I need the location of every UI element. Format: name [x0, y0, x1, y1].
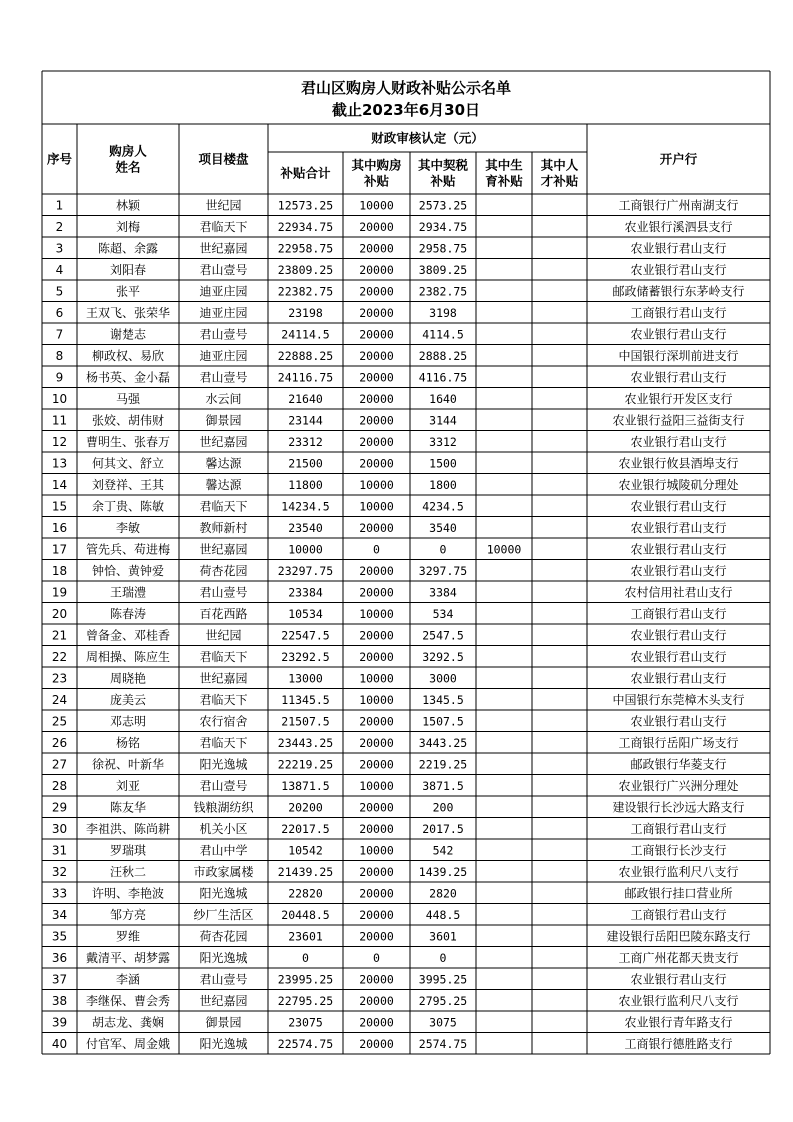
- cell-seq: 13: [51, 456, 68, 471]
- cell-seq: 17: [51, 542, 68, 557]
- cell-buyer: 柳政权、易欣: [91, 348, 165, 363]
- cell-purchase: 20000: [359, 241, 394, 256]
- cell-purchase: 10000: [359, 606, 394, 621]
- cell-bank: 农业银行益阳三益街支行: [612, 413, 745, 428]
- cell-total: 22574.75: [277, 1036, 334, 1051]
- cell-total: 23198: [288, 305, 323, 320]
- cell-deed: 2888.25: [418, 348, 468, 363]
- cell-deed: 3144: [429, 413, 457, 428]
- cell-bank: 农业银行城陵矶分理处: [618, 477, 739, 492]
- cell-purchase: 20000: [359, 520, 394, 535]
- cell-deed: 2219.25: [418, 757, 468, 772]
- cell-buyer: 邹方亮: [109, 907, 147, 922]
- cell-buyer: 钟恰、黄钟爱: [91, 563, 165, 578]
- cell-total: 23995.25: [277, 972, 334, 987]
- cell-project: 荷杏花园: [199, 929, 248, 944]
- cell-seq: 36: [51, 950, 68, 965]
- cell-bank: 农业银行君山支行: [630, 714, 727, 729]
- cell-seq: 16: [51, 520, 68, 535]
- header-total: 补贴合计: [280, 165, 331, 181]
- cell-bank: 农业银行君山支行: [630, 628, 727, 643]
- cell-seq: 29: [51, 800, 68, 815]
- header-purchase: 其中购房: [351, 157, 402, 173]
- cell-buyer: 陈超、余露: [97, 241, 159, 256]
- header-deed: 其中契税: [417, 157, 469, 173]
- cell-project: 世纪嘉园: [199, 434, 248, 449]
- cell-purchase: 20000: [359, 972, 394, 987]
- cell-bank: 农业银行攸县酒埠支行: [618, 456, 739, 471]
- cell-buyer: 张平: [115, 284, 141, 299]
- cell-buyer: 刘梅: [115, 219, 141, 234]
- cell-total: 23144: [288, 413, 323, 428]
- cell-deed: 2820: [429, 886, 457, 901]
- cell-bank: 农业银行君山支行: [630, 434, 727, 449]
- cell-birth: 10000: [486, 542, 522, 557]
- cell-project: 荷杏花园: [199, 563, 248, 578]
- cell-seq: 6: [55, 305, 64, 320]
- cell-bank: 农业银行君山支行: [630, 262, 727, 277]
- cell-buyer: 杨书英、金小磊: [85, 370, 171, 385]
- header-deed: 补贴: [430, 173, 456, 189]
- cell-seq: 40: [51, 1036, 68, 1051]
- cell-purchase: 20000: [359, 305, 394, 320]
- cell-project: 馨达源: [205, 477, 242, 492]
- cell-total: 10000: [288, 542, 323, 557]
- cell-purchase: 20000: [359, 735, 394, 750]
- cell-total: 22017.5: [281, 821, 330, 836]
- cell-bank: 农业银行君山支行: [630, 327, 727, 342]
- cell-deed: 3995.25: [418, 972, 468, 987]
- cell-total: 23292.5: [281, 649, 330, 664]
- cell-project: 世纪嘉园: [199, 542, 248, 557]
- cell-bank: 农业银行君山支行: [630, 370, 727, 385]
- cell-total: 10542: [288, 843, 323, 858]
- cell-seq: 14: [51, 477, 68, 492]
- cell-bank: 工商银行君山支行: [630, 606, 727, 621]
- page-subtitle: 截止2023年6月30日: [331, 101, 481, 119]
- cell-total: 24116.75: [277, 370, 334, 385]
- cell-buyer: 汪秋二: [109, 864, 147, 879]
- cell-buyer: 李祖洪、陈尚耕: [85, 821, 171, 836]
- cell-bank: 建设银行长沙远大路支行: [612, 800, 745, 815]
- cell-seq: 11: [51, 413, 68, 428]
- cell-bank: 农业银行君山支行: [630, 671, 727, 686]
- cell-total: 22547.5: [281, 628, 330, 643]
- cell-total: 21439.25: [277, 864, 334, 879]
- cell-seq: 27: [51, 757, 68, 772]
- cell-total: 23540: [288, 520, 323, 535]
- cell-buyer: 陈友华: [109, 800, 147, 815]
- cell-seq: 9: [55, 370, 64, 385]
- cell-purchase: 10000: [359, 692, 394, 707]
- cell-project: 阳光逸城: [199, 886, 248, 901]
- cell-bank: 工商银行岳阳广场支行: [618, 735, 739, 750]
- cell-buyer: 陈春涛: [109, 606, 147, 621]
- cell-deed: 448.5: [425, 907, 461, 922]
- cell-purchase: 20000: [359, 563, 394, 578]
- cell-seq: 30: [51, 821, 68, 836]
- cell-buyer: 管先兵、苟进梅: [85, 542, 171, 557]
- cell-purchase: 20000: [359, 327, 394, 342]
- cell-bank: 农业银行广兴洲分理处: [618, 778, 739, 793]
- cell-total: 20200: [288, 800, 323, 815]
- cell-project: 纱厂生活区: [193, 907, 254, 922]
- cell-total: 0: [302, 950, 309, 965]
- cell-project: 阳光逸城: [199, 950, 248, 965]
- cell-project: 阳光逸城: [199, 1036, 248, 1051]
- cell-project: 君临天下: [199, 735, 248, 750]
- cell-purchase: 20000: [359, 456, 394, 471]
- cell-seq: 34: [51, 907, 68, 922]
- cell-seq: 2: [55, 219, 64, 234]
- cell-project: 君临天下: [199, 219, 248, 234]
- cell-purchase: 20000: [359, 348, 394, 363]
- header-birth: 其中生: [485, 157, 523, 173]
- cell-project: 君山壹号: [199, 370, 248, 385]
- cell-purchase: 10000: [359, 477, 394, 492]
- header-project: 项目楼盘: [198, 151, 249, 167]
- cell-purchase: 20000: [359, 434, 394, 449]
- header-buyer: 姓名: [115, 159, 141, 175]
- cell-deed: 4116.75: [418, 370, 468, 385]
- cell-bank: 农业银行君山支行: [630, 563, 727, 578]
- cell-project: 君临天下: [199, 649, 248, 664]
- cell-deed: 3601: [429, 929, 457, 944]
- header-birth: 育补贴: [485, 173, 523, 189]
- cell-deed: 1800: [429, 477, 457, 492]
- cell-deed: 2017.5: [422, 821, 464, 836]
- cell-total: 22795.25: [277, 993, 334, 1008]
- cell-total: 24114.5: [281, 327, 330, 342]
- cell-purchase: 20000: [359, 864, 394, 879]
- cell-deed: 1507.5: [422, 714, 464, 729]
- cell-project: 馨达源: [205, 456, 242, 471]
- cell-project: 世纪园: [205, 628, 242, 643]
- cell-seq: 23: [51, 671, 68, 686]
- cell-seq: 21: [51, 628, 68, 643]
- cell-purchase: 20000: [359, 886, 394, 901]
- cell-buyer: 李敏: [115, 520, 141, 535]
- cell-bank: 农业银行君山支行: [630, 499, 727, 514]
- cell-seq: 18: [51, 563, 68, 578]
- cell-buyer: 付官军、周金娥: [85, 1036, 171, 1051]
- cell-buyer: 许明、李艳波: [91, 886, 165, 901]
- header-talent: 才补贴: [540, 173, 579, 189]
- cell-bank: 农业银行君山支行: [630, 542, 727, 557]
- cell-deed: 534: [432, 606, 454, 621]
- cell-buyer: 何其文、舒立: [91, 456, 165, 471]
- cell-seq: 1: [55, 198, 64, 213]
- cell-total: 23809.25: [277, 262, 334, 277]
- cell-deed: 0: [439, 950, 447, 965]
- cell-bank: 工商银行长沙支行: [630, 843, 727, 858]
- cell-total: 23601: [288, 929, 323, 944]
- cell-project: 迪亚庄园: [199, 284, 248, 299]
- cell-deed: 1439.25: [418, 864, 468, 879]
- cell-deed: 200: [432, 800, 454, 815]
- cell-buyer: 罗瑞琪: [109, 843, 147, 858]
- cell-bank: 农业银行君山支行: [630, 520, 727, 535]
- cell-purchase: 20000: [359, 284, 394, 299]
- cell-deed: 3384: [429, 585, 457, 600]
- cell-total: 10534: [288, 606, 323, 621]
- cell-seq: 35: [51, 929, 68, 944]
- cell-project: 教师新村: [199, 520, 248, 535]
- cell-deed: 3297.75: [418, 563, 468, 578]
- cell-seq: 8: [55, 348, 64, 363]
- cell-total: 13000: [288, 671, 323, 686]
- cell-seq: 33: [51, 886, 68, 901]
- cell-bank: 农业银行君山支行: [630, 972, 727, 987]
- cell-deed: 3075: [429, 1015, 457, 1030]
- cell-buyer: 曹明生、张春万: [85, 434, 171, 449]
- cell-deed: 1640: [429, 391, 457, 406]
- cell-project: 君临天下: [199, 499, 248, 514]
- cell-purchase: 10000: [359, 843, 394, 858]
- cell-deed: 3540: [429, 520, 457, 535]
- cell-deed: 3871.5: [422, 778, 464, 793]
- cell-buyer: 徐祝、叶新华: [91, 757, 165, 772]
- cell-bank: 农业银行开发区支行: [624, 391, 733, 406]
- cell-bank: 工商银行君山支行: [630, 907, 727, 922]
- cell-deed: 4114.5: [422, 327, 464, 342]
- cell-buyer: 刘阳春: [109, 262, 147, 277]
- cell-project: 御景园: [205, 1015, 242, 1030]
- cell-purchase: 20000: [359, 628, 394, 643]
- cell-deed: 1345.5: [422, 692, 464, 707]
- cell-buyer: 林颖: [115, 198, 141, 213]
- cell-seq: 15: [51, 499, 68, 514]
- cell-seq: 4: [55, 262, 64, 277]
- cell-buyer: 戴清平、胡梦露: [85, 950, 171, 965]
- cell-deed: 3443.25: [418, 735, 468, 750]
- cell-project: 农行宿舍: [199, 714, 248, 729]
- cell-purchase: 20000: [359, 413, 394, 428]
- cell-total: 23297.75: [277, 563, 334, 578]
- cell-project: 世纪嘉园: [199, 241, 248, 256]
- cell-purchase: 20000: [359, 907, 394, 922]
- cell-bank: 工商银行君山支行: [630, 821, 727, 836]
- cell-total: 22934.75: [277, 219, 334, 234]
- cell-purchase: 20000: [359, 929, 394, 944]
- cell-deed: 1500: [429, 456, 457, 471]
- cell-deed: 3312: [429, 434, 457, 449]
- cell-buyer: 庞美云: [109, 692, 147, 707]
- cell-project: 君山壹号: [199, 327, 248, 342]
- cell-total: 11345.5: [281, 692, 330, 707]
- cell-total: 22219.25: [277, 757, 334, 772]
- cell-total: 22382.75: [277, 284, 334, 299]
- header-purchase: 补贴: [363, 173, 390, 189]
- cell-seq: 32: [51, 864, 68, 879]
- cell-deed: 2547.5: [422, 628, 464, 643]
- cell-bank: 农业银行监利尺八支行: [618, 864, 739, 879]
- cell-buyer: 李继保、曹会秀: [85, 993, 171, 1008]
- cell-project: 君山壹号: [199, 778, 248, 793]
- cell-buyer: 李涵: [115, 972, 141, 987]
- cell-project: 君山壹号: [199, 262, 248, 277]
- cell-bank: 邮政银行华菱支行: [630, 757, 727, 772]
- cell-purchase: 20000: [359, 821, 394, 836]
- cell-deed: 0: [439, 542, 447, 557]
- cell-bank: 邮政银行挂口营业所: [624, 886, 733, 901]
- cell-deed: 3809.25: [418, 262, 468, 277]
- cell-deed: 4234.5: [422, 499, 464, 514]
- cell-deed: 3000: [429, 671, 457, 686]
- cell-bank: 农业银行青年路支行: [624, 1015, 733, 1030]
- cell-bank: 农业银行监利尺八支行: [618, 993, 739, 1008]
- cell-total: 11800: [288, 477, 323, 492]
- cell-purchase: 20000: [359, 370, 394, 385]
- cell-project: 君山壹号: [199, 585, 248, 600]
- cell-total: 21500: [288, 456, 323, 471]
- cell-bank: 邮政储蓄银行东茅岭支行: [612, 284, 745, 299]
- cell-project: 御景园: [205, 413, 242, 428]
- cell-seq: 22: [51, 649, 68, 664]
- cell-buyer: 谢楚志: [109, 327, 147, 342]
- cell-total: 13871.5: [281, 778, 330, 793]
- cell-total: 22820: [288, 886, 323, 901]
- cell-seq: 37: [51, 972, 68, 987]
- cell-deed: 2934.75: [418, 219, 468, 234]
- cell-purchase: 20000: [359, 391, 394, 406]
- cell-total: 23075: [288, 1015, 323, 1030]
- cell-bank: 农业银行君山支行: [630, 241, 727, 256]
- cell-bank: 中国银行东莞樟木头支行: [612, 692, 745, 707]
- cell-bank: 农业银行溪泗县支行: [624, 219, 733, 234]
- cell-purchase: 10000: [359, 198, 394, 213]
- cell-total: 20448.5: [281, 907, 330, 922]
- cell-seq: 31: [51, 843, 68, 858]
- cell-project: 世纪嘉园: [199, 993, 248, 1008]
- cell-total: 23384: [288, 585, 323, 600]
- cell-project: 钱粮湖纺织: [193, 800, 254, 815]
- cell-purchase: 20000: [359, 219, 394, 234]
- cell-deed: 2795.25: [418, 993, 468, 1008]
- cell-buyer: 王双飞、张荣华: [85, 305, 171, 320]
- cell-purchase: 20000: [359, 1015, 394, 1030]
- cell-purchase: 10000: [359, 778, 394, 793]
- cell-total: 21640: [288, 391, 323, 406]
- cell-project: 百花西路: [199, 606, 248, 621]
- cell-seq: 5: [55, 284, 64, 299]
- cell-bank: 工商银行广州南湖支行: [618, 198, 739, 213]
- cell-buyer: 张姣、胡伟财: [91, 413, 165, 428]
- cell-seq: 12: [51, 434, 68, 449]
- cell-project: 君山壹号: [199, 972, 248, 987]
- cell-deed: 3198: [429, 305, 457, 320]
- cell-buyer: 邓志明: [109, 714, 147, 729]
- cell-seq: 26: [51, 735, 68, 750]
- cell-project: 世纪嘉园: [199, 671, 248, 686]
- cell-total: 23312: [288, 434, 323, 449]
- cell-total: 22958.75: [277, 241, 334, 256]
- header-group: 财政审核认定（元）: [371, 130, 484, 146]
- cell-buyer: 周晓艳: [109, 671, 147, 686]
- cell-seq: 3: [55, 241, 64, 256]
- cell-seq: 20: [51, 606, 68, 621]
- cell-seq: 25: [51, 714, 68, 729]
- cell-purchase: 10000: [359, 671, 394, 686]
- cell-purchase: 20000: [359, 649, 394, 664]
- cell-deed: 3292.5: [422, 649, 464, 664]
- cell-deed: 2958.75: [418, 241, 468, 256]
- cell-project: 君临天下: [199, 692, 248, 707]
- cell-project: 迪亚庄园: [199, 305, 248, 320]
- cell-seq: 39: [51, 1015, 68, 1030]
- cell-buyer: 曾备金、邓桂香: [85, 628, 171, 643]
- cell-buyer: 余丁贵、陈敏: [91, 499, 165, 514]
- cell-purchase: 0: [373, 950, 380, 965]
- cell-project: 阳光逸城: [199, 757, 248, 772]
- cell-seq: 28: [51, 778, 68, 793]
- header-talent: 其中人: [540, 157, 579, 173]
- cell-bank: 建设银行岳阳巴陵东路支行: [606, 929, 751, 944]
- cell-project: 世纪园: [205, 198, 242, 213]
- cell-total: 14234.5: [281, 499, 330, 514]
- cell-bank: 中国银行深圳前进支行: [618, 348, 739, 363]
- cell-total: 23443.25: [277, 735, 334, 750]
- cell-total: 21507.5: [281, 714, 330, 729]
- cell-project: 君山中学: [199, 843, 248, 858]
- cell-project: 水云间: [205, 391, 242, 406]
- cell-seq: 10: [51, 391, 68, 406]
- cell-purchase: 20000: [359, 800, 394, 815]
- cell-purchase: 20000: [359, 714, 394, 729]
- cell-purchase: 0: [373, 542, 380, 557]
- cell-purchase: 20000: [359, 757, 394, 772]
- cell-deed: 2573.25: [418, 198, 468, 213]
- cell-buyer: 周相操、陈应生: [85, 649, 171, 664]
- cell-total: 12573.25: [277, 198, 334, 213]
- cell-bank: 工商银行君山支行: [630, 305, 727, 320]
- cell-total: 22888.25: [277, 348, 334, 363]
- cell-project: 机关小区: [199, 821, 248, 836]
- cell-bank: 农村信用社君山支行: [624, 585, 733, 600]
- cell-seq: 24: [51, 692, 68, 707]
- cell-buyer: 刘亚: [115, 778, 141, 793]
- cell-purchase: 10000: [359, 499, 394, 514]
- cell-bank: 农业银行君山支行: [630, 649, 727, 664]
- cell-buyer: 刘登祥、王其: [91, 477, 165, 492]
- cell-buyer: 杨铭: [115, 735, 141, 750]
- cell-seq: 38: [51, 993, 68, 1008]
- cell-deed: 2382.75: [418, 284, 468, 299]
- cell-seq: 7: [55, 327, 64, 342]
- page-title: 君山区购房人财政补贴公示名单: [300, 79, 512, 97]
- cell-bank: 工商银行德胜路支行: [624, 1036, 733, 1051]
- header-seq: 序号: [46, 151, 73, 167]
- cell-buyer: 罗维: [115, 929, 141, 944]
- cell-seq: 19: [51, 585, 68, 600]
- cell-buyer: 王瑞澧: [109, 585, 147, 600]
- cell-buyer: 马强: [115, 391, 141, 406]
- cell-purchase: 20000: [359, 1036, 394, 1051]
- cell-purchase: 20000: [359, 262, 394, 277]
- cell-project: 迪亚庄园: [199, 348, 248, 363]
- cell-deed: 542: [432, 843, 454, 858]
- cell-project: 市政家属楼: [193, 864, 254, 879]
- header-bank: 开户行: [659, 151, 698, 167]
- cell-bank: 工商广州花都天贵支行: [618, 950, 739, 965]
- cell-buyer: 胡志龙、龚娴: [91, 1015, 165, 1030]
- cell-purchase: 20000: [359, 585, 394, 600]
- header-buyer: 购房人: [109, 143, 147, 159]
- cell-purchase: 20000: [359, 993, 394, 1008]
- cell-deed: 2574.75: [418, 1036, 468, 1051]
